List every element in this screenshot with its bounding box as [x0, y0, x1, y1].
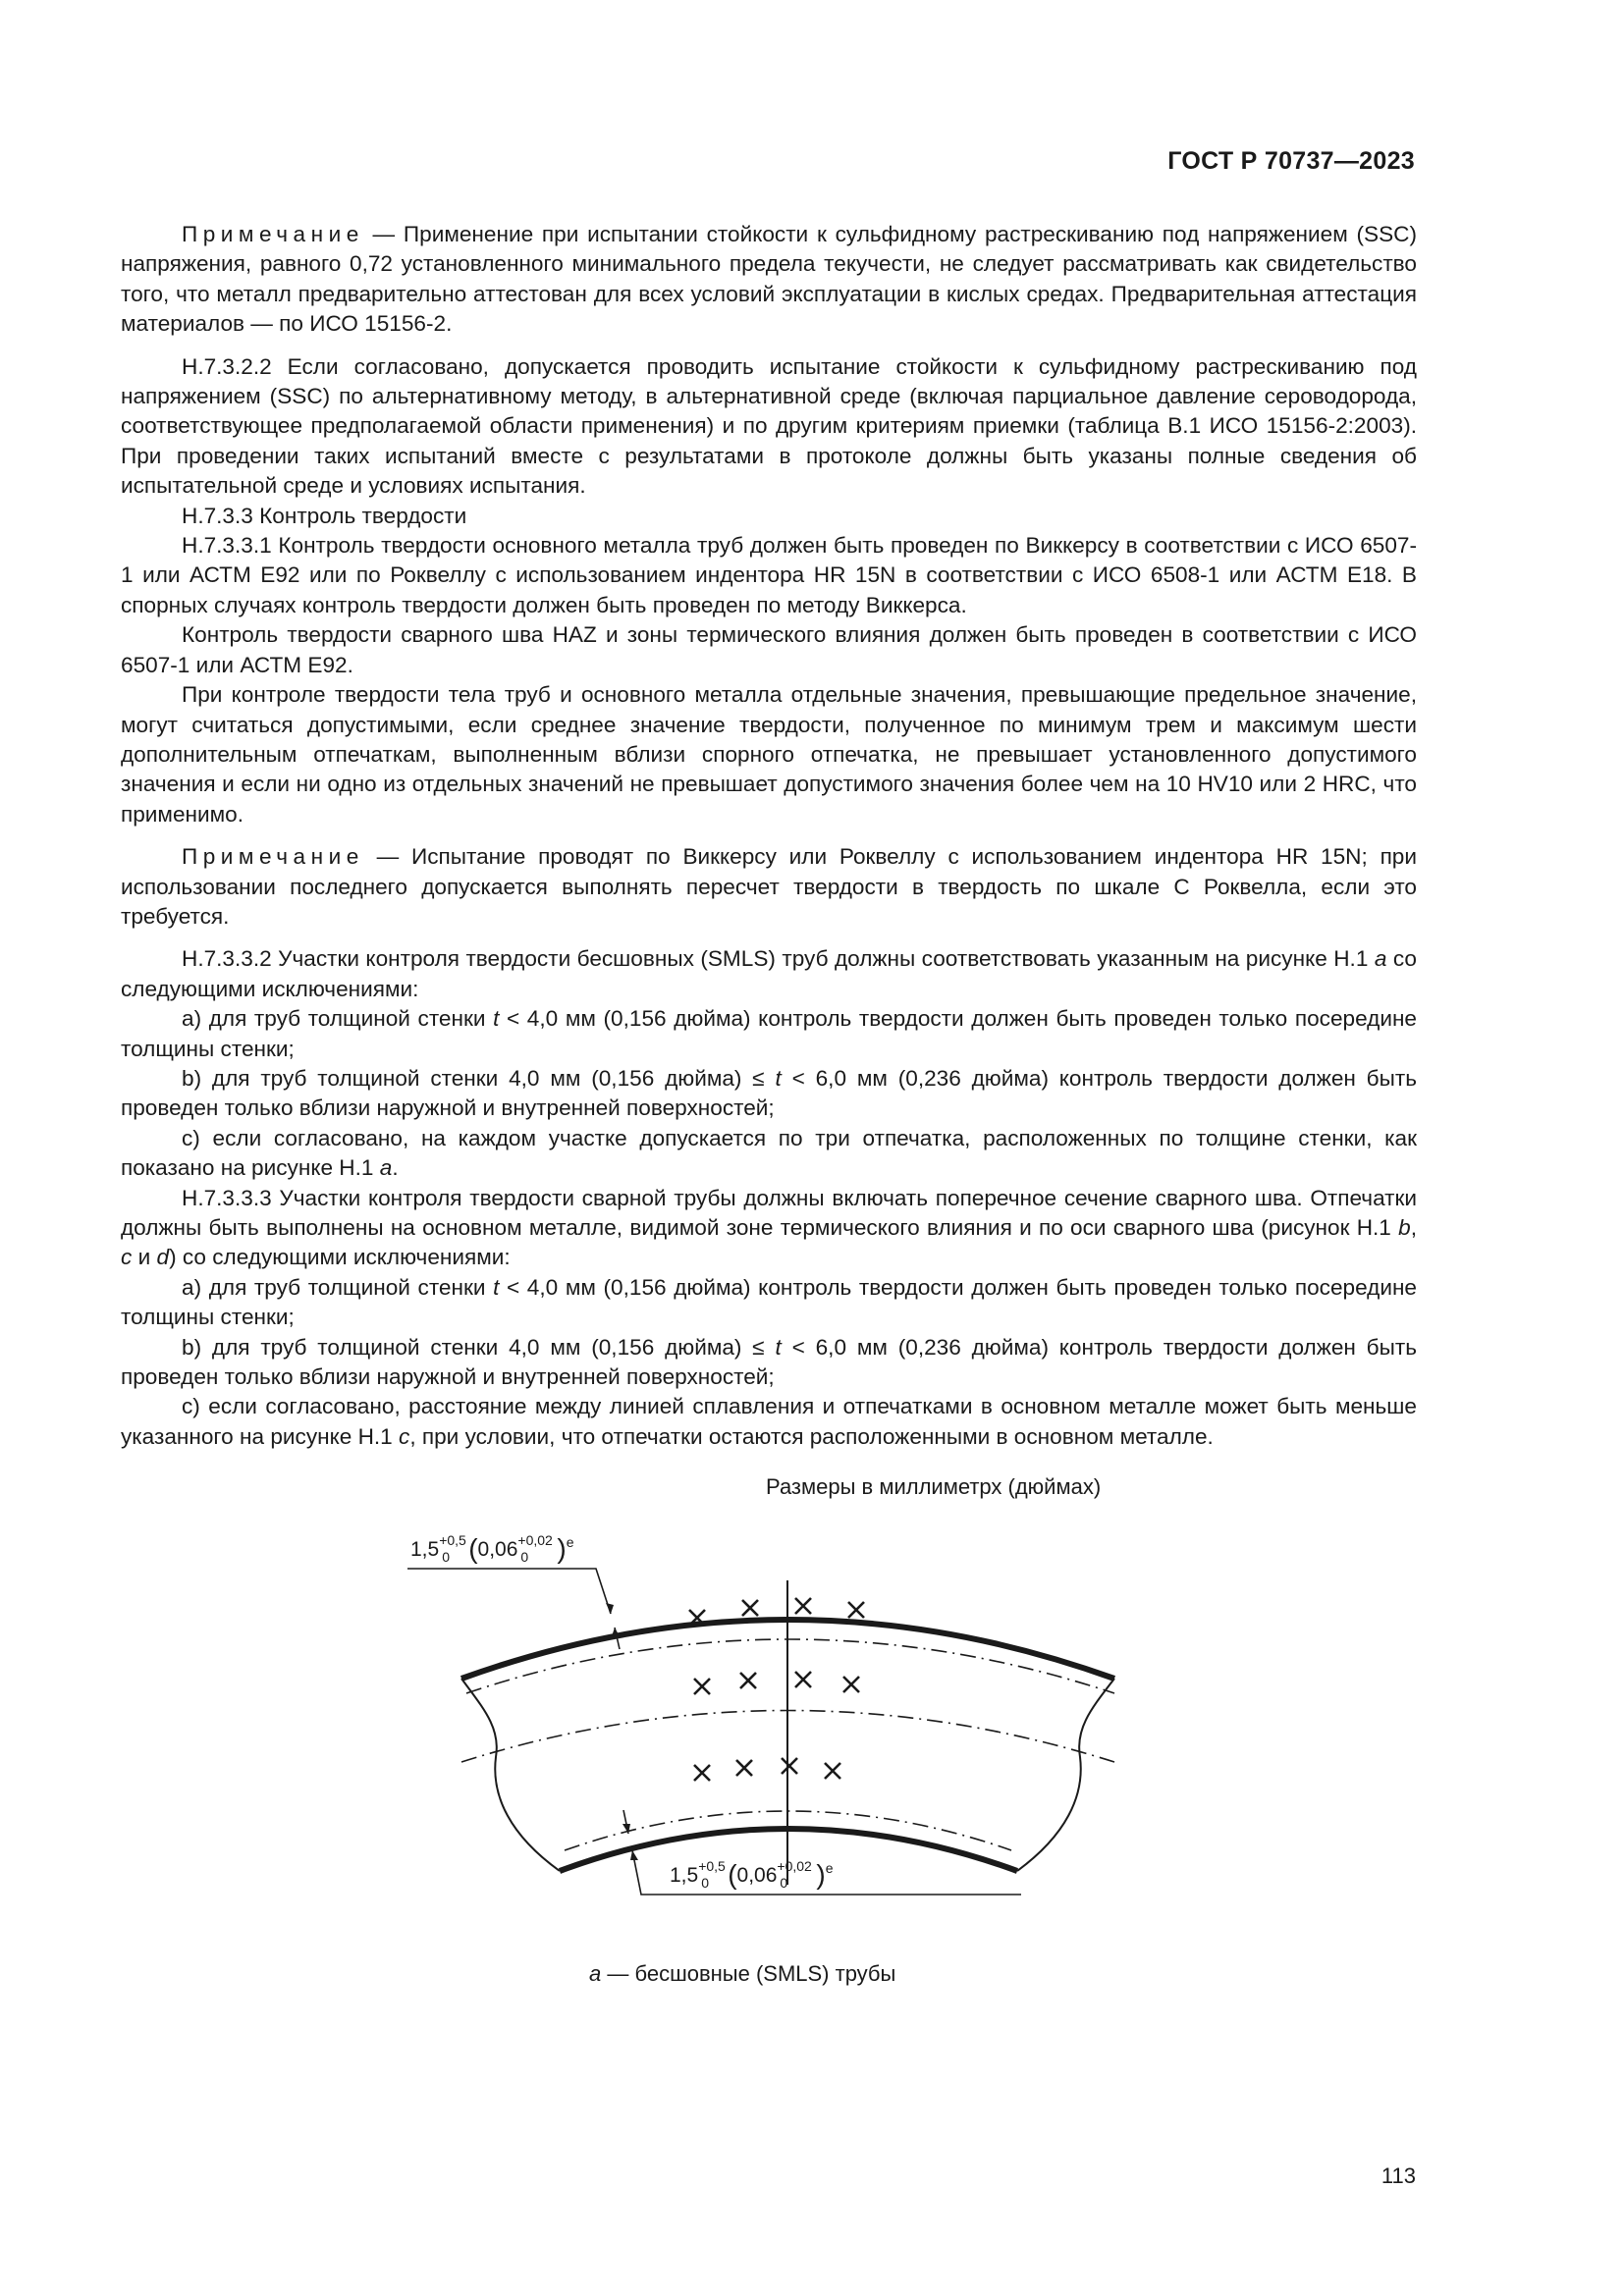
paragraph-haz: Контроль твердости сварного шва HAZ и зоны термического влияния должен быть проведен в соответствии с ИСО 6507-1 или АСТМ Е92.: [121, 622, 1417, 677]
figure-h1a: [393, 1512, 1159, 1934]
paragraph-h73331: Н.7.3.3.1 Контроль твердости основного металла труб должен быть проведен по Виккерсу в соответствии с ИСО 6507-1 или АСТМ Е92 или по Роквеллу с использованием индентора HR 15N в соответствии с ИСО 6508-1 или АСТМ Е18. В спорных случаях контроль твердости должен быть проведен по методу Виккерса.: [121, 533, 1417, 617]
list-item: а) для труб толщиной стенки t < 4,0 мм (0,156 дюйма) контроль твердости должен быть проведен только посередине толщины стенки;: [121, 1006, 1417, 1061]
note-label: Примечание: [182, 844, 364, 870]
left-break-edge: [461, 1679, 560, 1871]
paragraph-h73222: Н.7.3.2.2 Если согласовано, допускается проводить испытание стойкости к сульфидному растрескиванию под напряжением (SSC) по альтернативному методу, в альтернативной среде (включая парциальное давление сероводорода, соответствующее предполагаемой области применения) и по другим критериям приемки (таблица В.1 ИСО 15156-2:2003). При проведении таких испытаний вместе с результатами в протоколе должны быть указаны полные сведения об испытательной среде и условиях испытания.: [121, 353, 1417, 499]
heading-h7333: Н.7.3.3 Контроль твердости: [182, 503, 467, 528]
note-2: Примечание — Испытание проводят по Виккерсу или Роквеллу с использованием индентора HR 15N; при использовании последнего допускается выполнять пересчет твердости в твердость по шкале С Роквелла, если это требуется.: [121, 844, 1417, 929]
right-break-edge: [1017, 1679, 1114, 1871]
dimension-label-bottom: 1,5 +0,5 0 (0,06 +0,02 0 )$^e$: [670, 1858, 834, 1891]
figure-units-note: Размеры в миллиметрх (дюймах): [766, 1474, 1102, 1499]
figure-caption: а — бесшовные (SMLS) трубы: [589, 1961, 896, 1986]
page-number: 113: [1380, 2163, 1416, 2188]
note-1: Примечание — Применение при испытании стойкости к сульфидному растрескиванию под напряжением (SSC) напряжения, равного 0,72 установленного минимального предела текучести, не следует рассматривать как свидетельство того, что металл предварительно аттестован для всех условий эксплуатации в кислых средах. Предварительная аттестация материалов — по ИСО 15156-2.: [121, 222, 1417, 337]
body-text: [121, 220, 1417, 1452]
paragraph-control: При контроле твердости тела труб и основного металла отдельные значения, превышающие предельное значение, могут считаться допустимыми, если среднее значение твердости, полученное по минимум трем и максимум шести дополнительным отпечаткам, выполненным вблизи спорного отпечатка, не превышает установленного допустимого значения и если ни одно из отдельных значений не превышает допустимого значения более чем на 10 HV10 или 2 HRC, что применимо.: [121, 682, 1417, 827]
paragraph-h73332: Н.7.3.3.2 Участки контроля твердости бесшовных (SMLS) труб должны соответствовать указанным на рисунке Н.1 а со следующими исключениями:: [121, 946, 1417, 1001]
list-item: b) для труб толщиной стенки 4,0 мм (0,156 дюйма) ≤ t < 6,0 мм (0,236 дюйма) контроль твердости должен быть проведен только вблизи наружной и внутренней поверхностей;: [121, 1065, 1417, 1121]
list-item: c) если согласовано, на каждом участке допускается по три отпечатка, расположенных по толщине стенки, как показано на рисунке Н.1 а.: [121, 1125, 1417, 1181]
list-item: а) для труб толщиной стенки t < 4,0 мм (0,156 дюйма) контроль твердости должен быть проведен только посередине толщины стенки;: [121, 1274, 1417, 1330]
paragraph-h73333: Н.7.3.3.3 Участки контроля твердости сварной трубы должны включать поперечное сечение сварного шва. Отпечатки должны быть выполнены на основном металле, видимой зоне термического влияния и по оси сварного шва (рисунок Н.1 b, c и d) со следующими исключениями:: [121, 1185, 1417, 1270]
standard-designation: ГОСТ Р 70737—2023: [1167, 147, 1415, 175]
list-item: b) для труб толщиной стенки 4,0 мм (0,156 дюйма) ≤ t < 6,0 мм (0,236 дюйма) контроль твердости должен быть проведен только вблизи наружной и внутренней поверхностей;: [121, 1334, 1417, 1390]
top-dim-leader: [407, 1569, 611, 1614]
list-item: c) если согласовано, расстояние между линией сплавления и отпечатками в основном металле может быть меньше указанного на рисунке Н.1 c, при условии, что отпечатки остаются расположенными в основном металле.: [121, 1394, 1417, 1449]
dimension-label-top: 1,5 +0,5 0 (0,06 +0,02 0 )$^e$: [410, 1532, 574, 1565]
note-label: Примечание: [182, 222, 364, 246]
